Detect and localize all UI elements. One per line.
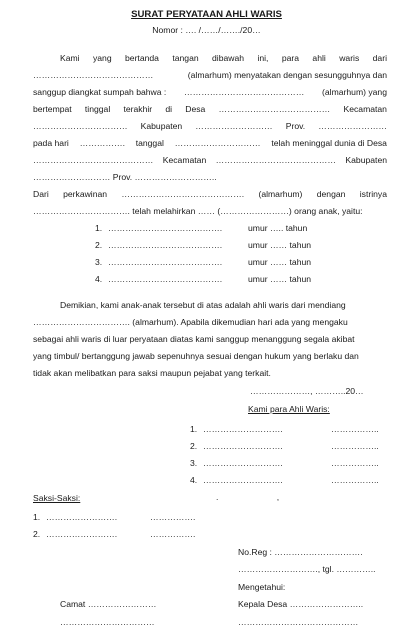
para1-line5: …………………………… Kabupaten ……………………… Prov. …………………… — [33, 121, 387, 131]
para3-line1: Demikian, kami anak-anak tersebut di atas adalah ahli waris dari mendiang — [60, 300, 346, 310]
witness-name-blank: ……………………. — [46, 529, 118, 539]
child-number: 3. — [95, 257, 103, 267]
child-name-blank: …………………………………. — [108, 274, 223, 284]
child-age: umur …… tahun — [248, 257, 312, 267]
child-name-blank: …………………………………. — [108, 223, 223, 233]
para3-line3: sebagai ahli waris di luar peryataan diatas kami sanggup menanggung segala akibat — [33, 334, 355, 344]
document-number: Nomor : …. /……/……./20… — [152, 25, 261, 35]
child-number: 4. — [95, 274, 103, 284]
heir-number: 3. — [190, 458, 198, 468]
child-age: umur …… tahun — [248, 240, 312, 250]
para3-line2: ……………………………. (almarhum). Apabila dikemudian hari ada yang mengaku — [33, 317, 348, 327]
place-date: …………………, ………..20… — [250, 386, 364, 396]
document-title: SURAT PERYATAAN AHLI WARIS — [131, 9, 282, 20]
child-age: umur ….. tahun — [248, 223, 308, 233]
acknowledged-label: Mengetahui: — [238, 582, 286, 592]
child-number: 2. — [95, 240, 103, 250]
witness-name-blank: ……………………. — [46, 512, 118, 522]
child-name-blank: …………………………………. — [108, 240, 223, 250]
registration-number: No.Reg : …………………………. — [238, 547, 363, 557]
child-number: 1. — [95, 223, 103, 233]
registration-date: ………………………., tgl. ………….. — [238, 564, 376, 574]
witness-signature-blank: ……………. — [150, 512, 196, 522]
heir-number: 2. — [190, 441, 198, 451]
heir-number: 4. — [190, 475, 198, 485]
para3-line5: tidak akan melibatkan para saksi maupun pejabat yang terkait. — [33, 368, 271, 378]
para1-line3: sanggup diangkat sumpah bahwa : …………………………………… (almarhum) yang — [33, 87, 387, 97]
witness-marks: . , — [216, 492, 308, 502]
witness-signature-blank: ……………. — [150, 529, 196, 539]
heir-name-blank: ………………………. — [203, 458, 283, 468]
para1-line1: Kami yang bertanda tangan dibawah ini, para ahli waris dari — [60, 53, 387, 63]
para3-line4: yang timbul/ bertanggung jawab sepenuhnya sesuai dengan hukum yang berlaku dan — [33, 351, 359, 361]
child-name-blank: …………………………………. — [108, 257, 223, 267]
village-head-signature-line: …………………………………… — [238, 617, 359, 627]
heir-number: 1. — [190, 424, 198, 434]
heir-name-blank: ………………………. — [203, 441, 283, 451]
para1-line7: …………………………………… Kecamatan …………………………………… Kabupaten — [33, 155, 387, 165]
para1-line8: ……………………… Prov. ……………………….. — [33, 172, 217, 182]
heir-signature-blank: …………….. — [331, 475, 379, 485]
heir-signature-blank: …………….. — [331, 458, 379, 468]
para2-line2: ……………………………. telah melahirkan …… (……………………) orang anak, yaitu: — [33, 206, 363, 216]
heir-signature-blank: …………….. — [331, 424, 379, 434]
village-head-label: Kepala Desa …………………….. — [238, 599, 364, 609]
para1-line6: pada hari ……………. tanggal ………………………… telah meninggal dunia di Desa — [33, 138, 387, 148]
witnesses-heading: Saksi-Saksi: — [33, 493, 81, 503]
heir-name-blank: ………………………. — [203, 424, 283, 434]
witness-number: 1. — [33, 512, 41, 522]
para1-line2: …………………………………… (almarhum) menyatakan dengan sesungguhnya dan — [33, 70, 387, 80]
camat-label: Camat …………………… — [60, 599, 157, 609]
para1-line4: bertempat tinggal terakhir di Desa ………………………………… Kecamatan — [33, 104, 387, 114]
heir-name-blank: ………………………. — [203, 475, 283, 485]
heirs-heading: Kami para Ahli Waris: — [248, 404, 330, 414]
heir-signature-blank: …………….. — [331, 441, 379, 451]
witness-number: 2. — [33, 529, 41, 539]
child-age: umur …… tahun — [248, 274, 312, 284]
para2-line1: Dari perkawinan ……………………………………. (almarhum) dengan istrinya — [33, 189, 387, 199]
camat-signature-line: …………………………… — [60, 617, 155, 627]
